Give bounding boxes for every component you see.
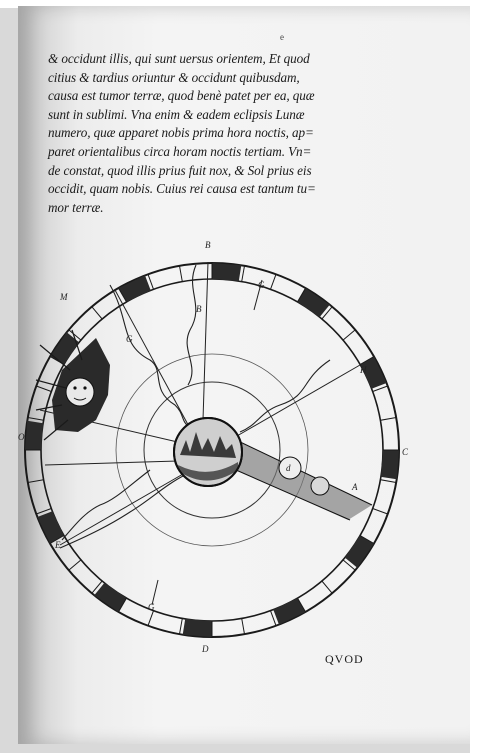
letter-g-lower: G: [148, 602, 155, 612]
text-line: & occidunt illis, qui sunt uersus orientem, Et quod: [48, 51, 310, 66]
ring-segment: [212, 263, 241, 281]
text-line: citius & tardius oriuntur & occidunt quibusdam,: [48, 69, 300, 85]
earth-town-icon: [174, 418, 242, 486]
ring-segment: [183, 619, 212, 637]
text-line: causa est tumor terræ, quod benè patet per ea, quæ: [48, 88, 315, 104]
letter-b: B: [205, 240, 211, 250]
ring-divider: [28, 480, 44, 483]
ring-divider: [322, 581, 332, 593]
ring-segment: [381, 450, 399, 479]
letter-m: M: [60, 292, 68, 302]
ring-divider: [373, 509, 388, 515]
letter-o: O: [18, 432, 25, 442]
letter-d: D: [202, 644, 209, 654]
text-line: occidit, quam nobis. Cuius rei causa est tantum tu=: [48, 181, 316, 197]
ring-divider: [180, 266, 183, 282]
ring-segment: [25, 421, 43, 450]
text-line: de constat, quod illis prius fuit nox, & Sol prius eis: [48, 162, 312, 178]
ring-divider: [242, 266, 245, 282]
text-line: paret orientalibus circa horam noctis tertiam. Vn=: [48, 143, 312, 159]
ring-divider: [69, 560, 81, 570]
ring-divider: [271, 274, 277, 289]
signature-mark: e: [280, 32, 284, 42]
text-line: mor terræ.: [48, 199, 104, 215]
moon-label: d: [286, 463, 291, 473]
ring-divider: [380, 480, 396, 483]
letter-e: E: [55, 540, 61, 550]
letter-g-ray: G: [126, 334, 133, 344]
catchword: QVOD: [325, 652, 364, 666]
text-line: sunt in sublimi. Vna enim & eadem eclipsis Lunæ: [48, 106, 305, 122]
ring-divider: [28, 418, 44, 421]
moon-icon: [311, 477, 329, 495]
ring-divider: [343, 330, 355, 340]
ring-divider: [242, 618, 245, 634]
text-line: numero, quæ apparet nobis prima hora noctis, ap=: [48, 125, 314, 141]
ring-divider: [92, 307, 102, 319]
letter-a: A: [352, 482, 358, 492]
letter-b-ray: B: [196, 304, 202, 314]
earth-shadow-cone: [236, 440, 372, 520]
letter-h: H: [360, 365, 367, 375]
ring-divider: [180, 618, 183, 634]
letter-c: C: [402, 447, 409, 457]
ring-divider: [36, 386, 51, 392]
letter-g-upper: G: [258, 280, 265, 290]
ring-divider: [380, 418, 396, 421]
ring-divider: [148, 611, 154, 626]
